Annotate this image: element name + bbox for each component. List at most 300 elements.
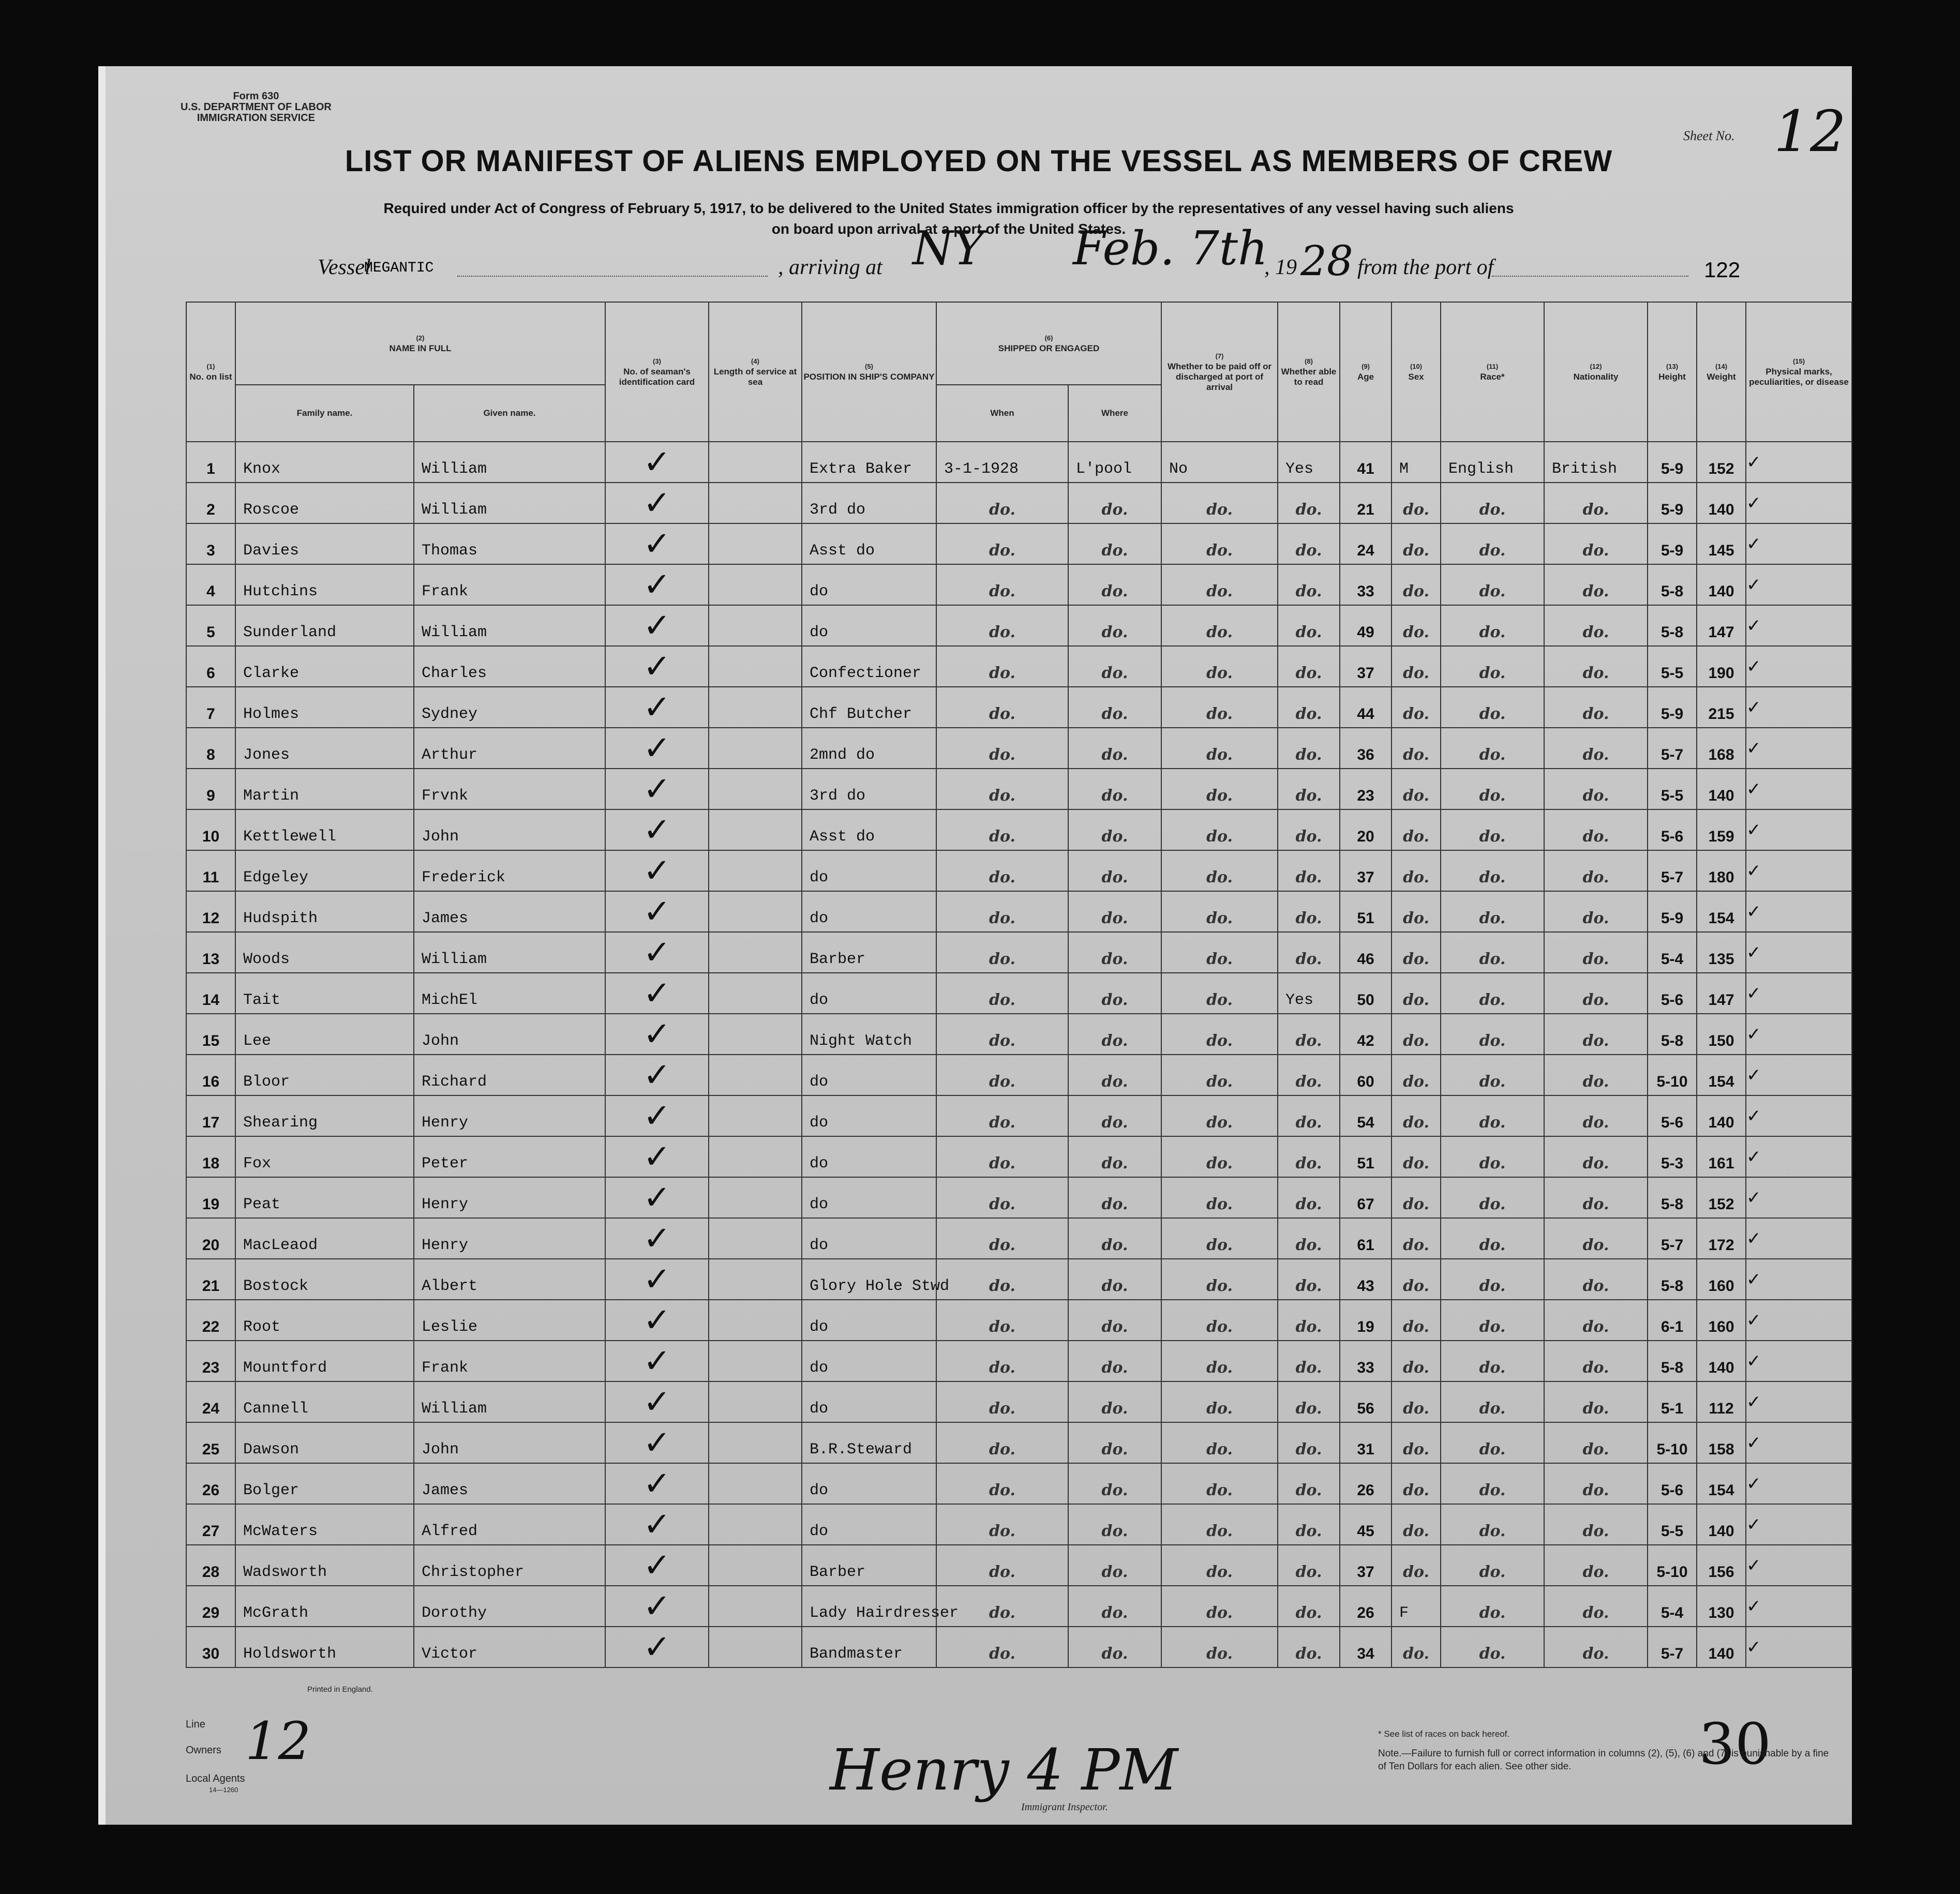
header-race: (11) Race* xyxy=(1441,302,1544,442)
shipped-where: do. xyxy=(1068,1095,1161,1136)
race: do. xyxy=(1441,932,1544,973)
nationality: do. xyxy=(1544,1504,1648,1545)
race: do. xyxy=(1441,1055,1544,1095)
ship-position: 3rd do xyxy=(802,769,936,809)
ship-position: Asst do xyxy=(802,523,936,564)
paid-off: do. xyxy=(1161,1177,1278,1218)
table-row xyxy=(186,1136,1852,1177)
header-weight: (14) Weight xyxy=(1697,302,1746,442)
row-number: 24 xyxy=(186,1381,235,1422)
able-to-read: do. xyxy=(1278,1627,1340,1667)
height: 5-8 xyxy=(1648,605,1697,646)
paid-off: do. xyxy=(1161,1300,1278,1341)
nationality: do. xyxy=(1544,891,1648,932)
weight: 140 xyxy=(1697,1095,1746,1136)
age: 44 xyxy=(1340,687,1392,728)
nationality: do. xyxy=(1544,564,1648,605)
family-name: Holdsworth xyxy=(235,1627,414,1667)
paid-off: do. xyxy=(1161,1055,1278,1095)
race: do. xyxy=(1441,1422,1544,1463)
age: 20 xyxy=(1340,809,1392,850)
shipped-when: do. xyxy=(936,809,1068,850)
id-card-check: ✓ xyxy=(605,687,709,728)
row-number: 19 xyxy=(186,1177,235,1218)
paid-off: do. xyxy=(1161,728,1278,769)
paid-off: do. xyxy=(1161,1136,1278,1177)
family-name: Fox xyxy=(235,1136,414,1177)
height: 5-6 xyxy=(1648,809,1697,850)
given-name: James xyxy=(414,1463,605,1504)
nationality: do. xyxy=(1544,728,1648,769)
family-name: Sunderland xyxy=(235,605,414,646)
table-row xyxy=(186,564,1852,605)
length-of-service xyxy=(709,1259,802,1300)
race: do. xyxy=(1441,1218,1544,1259)
nationality: do. xyxy=(1544,523,1648,564)
physical-marks: ✓ xyxy=(1746,483,1852,523)
table-row xyxy=(186,973,1852,1014)
table-row xyxy=(186,1627,1852,1667)
sex: do. xyxy=(1392,1381,1441,1422)
sex: do. xyxy=(1392,809,1441,850)
id-card-check: ✓ xyxy=(605,973,709,1014)
row-number: 30 xyxy=(186,1627,235,1667)
family-name: Shearing xyxy=(235,1095,414,1136)
nationality: do. xyxy=(1544,1545,1648,1586)
able-to-read: Yes xyxy=(1278,442,1340,483)
length-of-service xyxy=(709,1545,802,1586)
length-of-service xyxy=(709,1014,802,1055)
given-name: William xyxy=(414,483,605,523)
paid-off: No xyxy=(1161,442,1278,483)
sex: do. xyxy=(1392,523,1441,564)
given-name: Leslie xyxy=(414,1300,605,1341)
nationality: do. xyxy=(1544,1341,1648,1381)
length-of-service xyxy=(709,1218,802,1259)
length-of-service xyxy=(709,1300,802,1341)
row-number: 29 xyxy=(186,1586,235,1627)
sex: do. xyxy=(1392,646,1441,687)
nationality: do. xyxy=(1544,1218,1648,1259)
shipped-when: do. xyxy=(936,1463,1068,1504)
shipped-when: do. xyxy=(936,1545,1068,1586)
height: 5-8 xyxy=(1648,1177,1697,1218)
height: 5-5 xyxy=(1648,769,1697,809)
age: 23 xyxy=(1340,769,1392,809)
able-to-read: do. xyxy=(1278,891,1340,932)
family-name: Jones xyxy=(235,728,414,769)
height: 6-1 xyxy=(1648,1300,1697,1341)
weight: 140 xyxy=(1697,1627,1746,1667)
arriving-label: , arriving at xyxy=(778,255,882,279)
height: 5-10 xyxy=(1648,1422,1697,1463)
height: 5-9 xyxy=(1648,483,1697,523)
id-card-check: ✓ xyxy=(605,1136,709,1177)
ship-position: B.R.Steward xyxy=(802,1422,936,1463)
able-to-read: do. xyxy=(1278,1586,1340,1627)
physical-marks: ✓ xyxy=(1746,1055,1852,1095)
physical-marks: ✓ xyxy=(1746,1586,1852,1627)
race: do. xyxy=(1441,1136,1544,1177)
crew-table xyxy=(186,302,1852,1668)
height: 5-7 xyxy=(1648,728,1697,769)
id-card-check: ✓ xyxy=(605,1627,709,1667)
sex: do. xyxy=(1392,1014,1441,1055)
family-name: Wadsworth xyxy=(235,1545,414,1586)
crew-rows xyxy=(186,442,1852,1667)
race: do. xyxy=(1441,1545,1544,1586)
family-name: Hutchins xyxy=(235,564,414,605)
sex: do. xyxy=(1392,483,1441,523)
paid-off: do. xyxy=(1161,1218,1278,1259)
given-name: Richard xyxy=(414,1055,605,1095)
paid-off: do. xyxy=(1161,973,1278,1014)
length-of-service xyxy=(709,687,802,728)
row-number: 14 xyxy=(186,973,235,1014)
paid-off: do. xyxy=(1161,605,1278,646)
id-card-check: ✓ xyxy=(605,932,709,973)
shipped-when: do. xyxy=(936,973,1068,1014)
table-row xyxy=(186,1381,1852,1422)
shipped-where: do. xyxy=(1068,605,1161,646)
shipped-where: do. xyxy=(1068,687,1161,728)
physical-marks: ✓ xyxy=(1746,809,1852,850)
race: do. xyxy=(1441,483,1544,523)
able-to-read: do. xyxy=(1278,564,1340,605)
form-code: 14—1260 xyxy=(209,1786,238,1794)
sex: F xyxy=(1392,1586,1441,1627)
family-name: Root xyxy=(235,1300,414,1341)
shipped-when: do. xyxy=(936,1504,1068,1545)
shipped-where: do. xyxy=(1068,809,1161,850)
nationality: do. xyxy=(1544,769,1648,809)
id-card-check: ✓ xyxy=(605,442,709,483)
row-number: 21 xyxy=(186,1259,235,1300)
row-number: 18 xyxy=(186,1136,235,1177)
height: 5-5 xyxy=(1648,1504,1697,1545)
length-of-service xyxy=(709,1463,802,1504)
row-number: 6 xyxy=(186,646,235,687)
able-to-read: do. xyxy=(1278,1422,1340,1463)
sex: do. xyxy=(1392,1422,1441,1463)
length-of-service xyxy=(709,564,802,605)
sex: do. xyxy=(1392,850,1441,891)
physical-marks: ✓ xyxy=(1746,1504,1852,1545)
physical-marks: ✓ xyxy=(1746,1136,1852,1177)
given-name: Henry xyxy=(414,1218,605,1259)
sex: do. xyxy=(1392,1095,1441,1136)
weight: 160 xyxy=(1697,1259,1746,1300)
race: do. xyxy=(1441,1014,1544,1055)
inspector-signature: Henry 4 PM xyxy=(830,1737,1178,1803)
age: 34 xyxy=(1340,1627,1392,1667)
physical-marks: ✓ xyxy=(1746,1627,1852,1667)
family-name: Tait xyxy=(235,973,414,1014)
id-card-check: ✓ xyxy=(605,1014,709,1055)
shipped-when: do. xyxy=(936,523,1068,564)
given-name: John xyxy=(414,809,605,850)
shipped-when: do. xyxy=(936,1177,1068,1218)
family-name: Bolger xyxy=(235,1463,414,1504)
ship-position: do xyxy=(802,1504,936,1545)
nationality: do. xyxy=(1544,1177,1648,1218)
family-name: Peat xyxy=(235,1177,414,1218)
table-row xyxy=(186,1586,1852,1627)
shipped-when: do. xyxy=(936,891,1068,932)
race: do. xyxy=(1441,1095,1544,1136)
physical-marks: ✓ xyxy=(1746,564,1852,605)
height: 5-8 xyxy=(1648,1014,1697,1055)
table-row xyxy=(186,1177,1852,1218)
paid-off: do. xyxy=(1161,1095,1278,1136)
race: do. xyxy=(1441,1586,1544,1627)
given-name: John xyxy=(414,1014,605,1055)
physical-marks: ✓ xyxy=(1746,891,1852,932)
row-number: 26 xyxy=(186,1463,235,1504)
weight: 180 xyxy=(1697,850,1746,891)
given-name: Arthur xyxy=(414,728,605,769)
shipped-where: do. xyxy=(1068,1504,1161,1545)
race: do. xyxy=(1441,687,1544,728)
paid-off: do. xyxy=(1161,1586,1278,1627)
paid-off: do. xyxy=(1161,932,1278,973)
race: do. xyxy=(1441,1627,1544,1667)
row-number: 9 xyxy=(186,769,235,809)
owners-handwritten: 12 xyxy=(245,1711,311,1771)
paid-off: do. xyxy=(1161,483,1278,523)
weight: 154 xyxy=(1697,891,1746,932)
race: do. xyxy=(1441,1381,1544,1422)
shipped-when: do. xyxy=(936,1586,1068,1627)
given-name: Frederick xyxy=(414,850,605,891)
able-to-read: do. xyxy=(1278,1177,1340,1218)
age: 37 xyxy=(1340,1545,1392,1586)
shipped-where: do. xyxy=(1068,850,1161,891)
table-row xyxy=(186,728,1852,769)
given-name: Frank xyxy=(414,564,605,605)
nationality: do. xyxy=(1544,1627,1648,1667)
shipped-where: do. xyxy=(1068,523,1161,564)
row-number: 25 xyxy=(186,1422,235,1463)
table-row xyxy=(186,1504,1852,1545)
shipped-when: do. xyxy=(936,1422,1068,1463)
physical-marks: ✓ xyxy=(1746,1422,1852,1463)
age: 26 xyxy=(1340,1586,1392,1627)
ship-position: Bandmaster xyxy=(802,1627,936,1667)
header-shipped-engaged: (6) SHIPPED OR ENGAGED xyxy=(936,302,1161,385)
row-number: 1 xyxy=(186,442,235,483)
physical-marks: ✓ xyxy=(1746,932,1852,973)
sex: do. xyxy=(1392,1055,1441,1095)
shipped-where: do. xyxy=(1068,1259,1161,1300)
race: do. xyxy=(1441,1341,1544,1381)
height: 5-8 xyxy=(1648,564,1697,605)
weight: 150 xyxy=(1697,1014,1746,1055)
table-row xyxy=(186,932,1852,973)
race: do. xyxy=(1441,1300,1544,1341)
sex: do. xyxy=(1392,1504,1441,1545)
family-name: Dawson xyxy=(235,1422,414,1463)
table-row xyxy=(186,1463,1852,1504)
paid-off: do. xyxy=(1161,850,1278,891)
penalty-note: Note.—Failure to furnish full or correct information in columns (2), (5), (6) and (7) is punishable by a fine of Ten Dollars for each alien. See other side. xyxy=(1378,1748,1829,1772)
age: 46 xyxy=(1340,932,1392,973)
family-name: Kettlewell xyxy=(235,809,414,850)
weight: 152 xyxy=(1697,1177,1746,1218)
header-given-name: Given name. xyxy=(414,385,605,442)
given-name: Charles xyxy=(414,646,605,687)
id-card-check: ✓ xyxy=(605,1586,709,1627)
ship-position: Barber xyxy=(802,932,936,973)
weight: 152 xyxy=(1697,442,1746,483)
header-when: When xyxy=(936,385,1068,442)
shipped-where: do. xyxy=(1068,973,1161,1014)
shipped-when: do. xyxy=(936,1095,1068,1136)
height: 5-6 xyxy=(1648,973,1697,1014)
physical-marks: ✓ xyxy=(1746,728,1852,769)
height: 5-9 xyxy=(1648,442,1697,483)
length-of-service xyxy=(709,1177,802,1218)
height: 5-7 xyxy=(1648,1218,1697,1259)
year-label: , 19 xyxy=(1264,255,1297,279)
table-row xyxy=(186,605,1852,646)
department-name: U.S. DEPARTMENT OF LABOR xyxy=(181,101,332,113)
inspector-label: Immigrant Inspector. xyxy=(1021,1801,1108,1813)
age: 37 xyxy=(1340,646,1392,687)
age: 31 xyxy=(1340,1422,1392,1463)
shipped-when: do. xyxy=(936,932,1068,973)
table-row xyxy=(186,523,1852,564)
able-to-read: do. xyxy=(1278,605,1340,646)
id-card-check: ✓ xyxy=(605,523,709,564)
given-name: Frvnk xyxy=(414,769,605,809)
height: 5-4 xyxy=(1648,932,1697,973)
row-number: 5 xyxy=(186,605,235,646)
shipped-where: do. xyxy=(1068,1627,1161,1667)
header-height: (13) Height xyxy=(1648,302,1697,442)
shipped-where: do. xyxy=(1068,564,1161,605)
paid-off: do. xyxy=(1161,1381,1278,1422)
ship-position: Barber xyxy=(802,1545,936,1586)
family-name: Edgeley xyxy=(235,850,414,891)
weight: 158 xyxy=(1697,1422,1746,1463)
nationality: do. xyxy=(1544,1586,1648,1627)
header-sex: (10) Sex xyxy=(1392,302,1441,442)
length-of-service xyxy=(709,932,802,973)
weight: 140 xyxy=(1697,483,1746,523)
race: do. xyxy=(1441,1463,1544,1504)
table-row xyxy=(186,1545,1852,1586)
given-name: Victor xyxy=(414,1627,605,1667)
local-agents-label: Local Agents xyxy=(186,1773,245,1784)
age: 50 xyxy=(1340,973,1392,1014)
given-name: William xyxy=(414,442,605,483)
age: 37 xyxy=(1340,850,1392,891)
shipped-when: do. xyxy=(936,1014,1068,1055)
sex: do. xyxy=(1392,1341,1441,1381)
id-card-check: ✓ xyxy=(605,1463,709,1504)
shipped-where: do. xyxy=(1068,1218,1161,1259)
arrival-port: NY xyxy=(912,221,984,276)
able-to-read: do. xyxy=(1278,523,1340,564)
physical-marks: ✓ xyxy=(1746,523,1852,564)
physical-marks: ✓ xyxy=(1746,769,1852,809)
weight: 140 xyxy=(1697,769,1746,809)
race: do. xyxy=(1441,523,1544,564)
given-name: William xyxy=(414,932,605,973)
shipped-where: do. xyxy=(1068,1341,1161,1381)
length-of-service xyxy=(709,646,802,687)
height: 5-1 xyxy=(1648,1381,1697,1422)
line-label: Line xyxy=(186,1719,205,1730)
physical-marks: ✓ xyxy=(1746,1341,1852,1381)
nationality: do. xyxy=(1544,646,1648,687)
shipped-when: do. xyxy=(936,687,1068,728)
table-row xyxy=(186,1259,1852,1300)
id-card-check: ✓ xyxy=(605,1422,709,1463)
physical-marks: ✓ xyxy=(1746,1463,1852,1504)
row-number: 27 xyxy=(186,1504,235,1545)
able-to-read: do. xyxy=(1278,1014,1340,1055)
family-name: Davies xyxy=(235,523,414,564)
service-name: IMMIGRATION SERVICE xyxy=(197,112,316,124)
age: 60 xyxy=(1340,1055,1392,1095)
table-row xyxy=(186,1055,1852,1095)
ship-position: Asst do xyxy=(802,809,936,850)
paid-off: do. xyxy=(1161,809,1278,850)
sex: do. xyxy=(1392,973,1441,1014)
shipped-when: do. xyxy=(936,564,1068,605)
table-row xyxy=(186,483,1852,523)
shipped-when: do. xyxy=(936,850,1068,891)
shipped-when: do. xyxy=(936,1218,1068,1259)
ship-position: do xyxy=(802,973,936,1014)
ship-position: do xyxy=(802,1136,936,1177)
ship-position: do xyxy=(802,1341,936,1381)
header-no: (1) No. on list xyxy=(186,302,235,442)
weight: 145 xyxy=(1697,523,1746,564)
weight: 147 xyxy=(1697,605,1746,646)
id-card-check: ✓ xyxy=(605,483,709,523)
age: 45 xyxy=(1340,1504,1392,1545)
ship-position: 3rd do xyxy=(802,483,936,523)
arrival-year: 28 xyxy=(1300,237,1353,285)
vessel-name: MEGANTIC xyxy=(364,260,434,276)
sex: do. xyxy=(1392,728,1441,769)
nationality: do. xyxy=(1544,1300,1648,1341)
nationality: do. xyxy=(1544,850,1648,891)
table-row xyxy=(186,809,1852,850)
ship-position: Glory Hole Stwd xyxy=(802,1259,936,1300)
paid-off: do. xyxy=(1161,1422,1278,1463)
id-card-check: ✓ xyxy=(605,1545,709,1586)
shipped-when: do. xyxy=(936,728,1068,769)
sex: do. xyxy=(1392,1177,1441,1218)
shipped-where: do. xyxy=(1068,646,1161,687)
given-name: Christopher xyxy=(414,1545,605,1586)
shipped-when: do. xyxy=(936,1341,1068,1381)
able-to-read: do. xyxy=(1278,1300,1340,1341)
family-name: Roscoe xyxy=(235,483,414,523)
sex: do. xyxy=(1392,1300,1441,1341)
sex: do. xyxy=(1392,932,1441,973)
age: 51 xyxy=(1340,891,1392,932)
nationality: do. xyxy=(1544,1136,1648,1177)
race: do. xyxy=(1441,646,1544,687)
physical-marks: ✓ xyxy=(1746,687,1852,728)
weight: 160 xyxy=(1697,1300,1746,1341)
family-name: Bostock xyxy=(235,1259,414,1300)
